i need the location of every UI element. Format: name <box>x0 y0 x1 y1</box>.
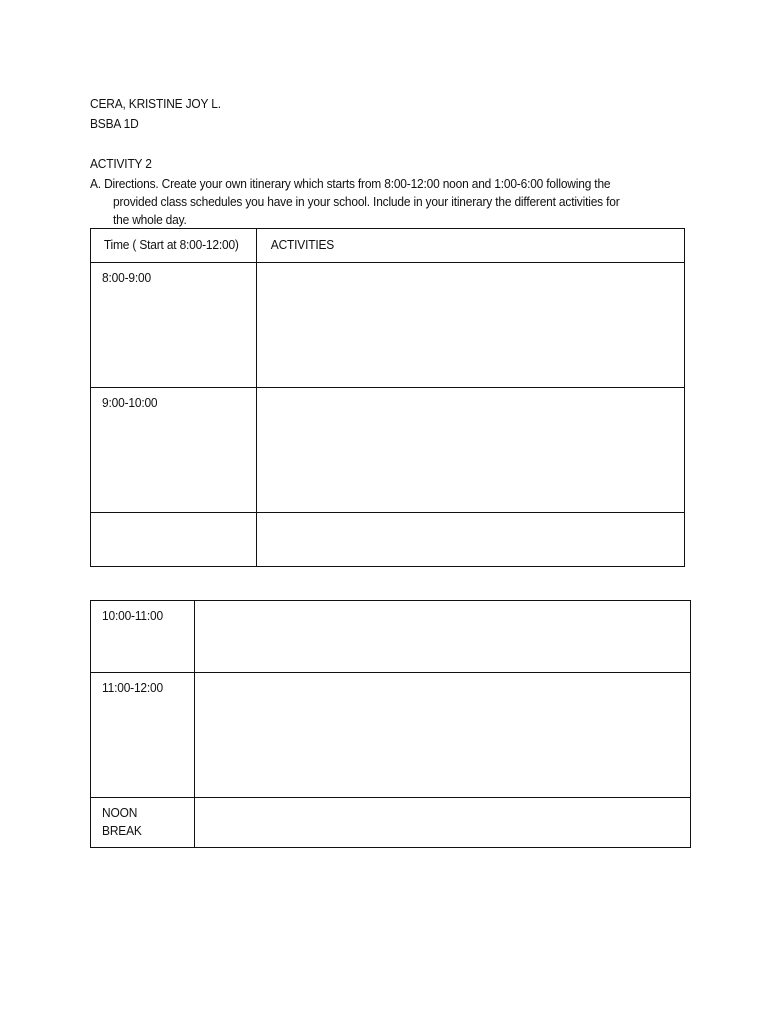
time-label: 8:00-9:00 <box>102 270 151 285</box>
activity-text <box>257 388 650 394</box>
time-cell <box>91 798 195 848</box>
time-label: NOON BREAK <box>102 805 142 838</box>
time-cell <box>91 513 257 567</box>
activity-cell[interactable] <box>195 798 691 848</box>
activity-title: ACTIVITY 2 <box>90 156 152 171</box>
table-header-row <box>91 229 685 263</box>
time-label: 10:00-11:00 <box>102 608 163 623</box>
activity-cell[interactable] <box>195 673 691 798</box>
activity-text <box>257 513 650 519</box>
time-label: 9:00-10:00 <box>102 395 158 410</box>
activity-text <box>195 798 650 804</box>
table-row <box>91 673 691 798</box>
table-row <box>91 263 685 388</box>
time-cell <box>91 601 195 673</box>
time-cell <box>91 388 257 513</box>
activity-cell[interactable] <box>195 601 691 673</box>
time-cell <box>91 673 195 798</box>
table-row <box>91 601 691 673</box>
time-header-label: Time ( Start at 8:00-12:00) <box>103 237 239 252</box>
time-cell <box>91 263 257 388</box>
table-row <box>91 513 685 567</box>
time-label: 11:00-12:00 <box>102 680 163 695</box>
activity-cell[interactable] <box>257 513 685 567</box>
activity-text <box>257 263 650 269</box>
activity-text <box>195 601 650 607</box>
student-course: BSBA 1D <box>90 116 139 131</box>
activity-text <box>195 673 650 679</box>
directions-line-2: provided class schedules you have in your school. Include in your itinerary the different activities for <box>113 194 620 209</box>
directions-line-1: A. Directions. Create your own itinerary which starts from 8:00-12:00 noon and 1:00-6:00 following the <box>90 176 611 191</box>
time-column-header <box>91 229 257 263</box>
activities-column-header <box>257 229 685 263</box>
table-row <box>91 798 691 848</box>
activities-header-label: ACTIVITIES <box>270 237 335 252</box>
time-label <box>91 513 243 519</box>
activity-cell[interactable] <box>257 388 685 513</box>
itinerary-table-2 <box>90 600 691 848</box>
table-row <box>91 388 685 513</box>
directions-line-3: the whole day. <box>113 212 187 227</box>
itinerary-table-1 <box>90 228 685 567</box>
activity-cell[interactable] <box>257 263 685 388</box>
student-name: CERA, KRISTINE JOY L. <box>90 96 221 111</box>
